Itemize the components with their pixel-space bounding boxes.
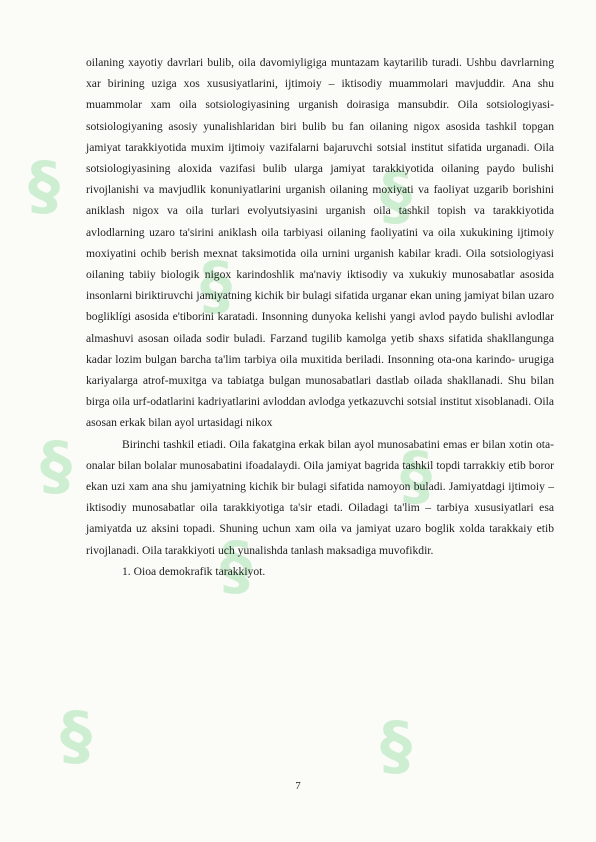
- document-body: [86, 52, 554, 582]
- watermark-glyph: §: [400, 440, 432, 514]
- body-paragraph: Birinchi tashkil etiadi. Oila fakatgina erkak bilan ayol munosabatini emas er bilan xotin ota-onalar bilan bolalar munosabatini ifoadalaydi. Oila jamiyat bagrida tashkil topdi tarrakkiy etib boror ekan uzi xam ana shu jamiyatning kichik bir bulagi sifatida namoyon buladi. Jamiyatdagi ijtimoiy – iktisodiy munosabatlar oila tarakkiyotiga ta'sir etadi. Oiladagi ta'lim – tarbiya xususiyatlari esa jamiyatda uz aksini topadi. Shuning uchun xam oila va jamiyat uzaro boglik xolda tarakkaiy etib rivojlanadi. Oila tarakkiyoti uch yunalishda tanlash maksadiga muvofikdir.: [86, 437, 554, 557]
- watermark-glyph: §: [380, 710, 412, 784]
- numbered-list-item: 1. Oioa demokrafik tarakkiyot.: [122, 564, 266, 578]
- watermark-glyph: §: [380, 160, 412, 234]
- watermark-glyph: §: [60, 700, 92, 774]
- watermark-glyph: §: [28, 150, 60, 224]
- body-paragraph: oilaning xayotiy davrlari bulib, oila davomiyligiga muntazam kaytarilib turadi. Ushbu davrlarning xar birining uziga xos xususiyatlarini, ijtimoiy – iktisodiy muammolari mavjuddir. Ana shu muammolar xam oila sotsiologiyasining urganish doirasiga mansubdir. Oila sotsiologiyasi- sotsiologiyaning asosiy yunalishlaridan biri bulib bu fan oilaning nigox asosida tashkil topgan jamiyat tarakkiyotida muxim ijtimoiy vazifalarni bajaruvchi sotsial institut sifatida urganadi. Oila sotsiologiyasining aloxida vazifasi bulib ularga jamiyat tarakkiyotida oilaning paydo bulishi rivojlanishi va mavjudlik konuniyatlarini urganish oilaning moxiyati va faoliyat uzgarib borishini aniklash nigox va oila turlari evolyutsiyasini urganish oila tashkil topish va tarakkiyotida avlodlarning uzaro ta'sirini aniklash oila tarbiyasi oilaning faoliyatini va oila xukukining ijtimoiy moxiyatini ochib berish mexnat taksimotida oila urnini urganish kabilar kradi. Oila sotsiologiyasi oilaning tabiiy biologik nigox karindoshlik ma'naviy iktisodiy va xukukiy munosabatlar asosida insonlarni biriktiruvchi jamiyatning kichik bir bulagi sifatida urganar ekan uning jamiyat bilan uzaro bogliklígi asosida e'tiborini karatadi. Insonning dunyoka kelishi yangi avlod paydo bulishi avlodlar almashuvi asosan oilada sodir buladi. Farzand tugilib kamolga yetib shaxs sifatida shakllangunga kadar lozim bulgan barcha ta'lim tarbiya oila muxitida beriladi. Insonning ota-ona karindo- urugiga kariyalarga atrof-muxitga va tabiatga bulgan munosabatlari dastlab oilada shakllanadi. Shu bilan birga oila urf-odatlarini kadriyatlarini avloddan avlodga yetkazuvchi sotsial institut xisoblanadi. Oila asosan erkak bilan ayol urtasidagi nikox: [86, 56, 554, 430]
- page-number: 7: [295, 780, 301, 792]
- watermark-glyph: §: [40, 430, 72, 504]
- watermark-glyph: §: [200, 250, 232, 324]
- watermark-glyph: §: [220, 530, 252, 604]
